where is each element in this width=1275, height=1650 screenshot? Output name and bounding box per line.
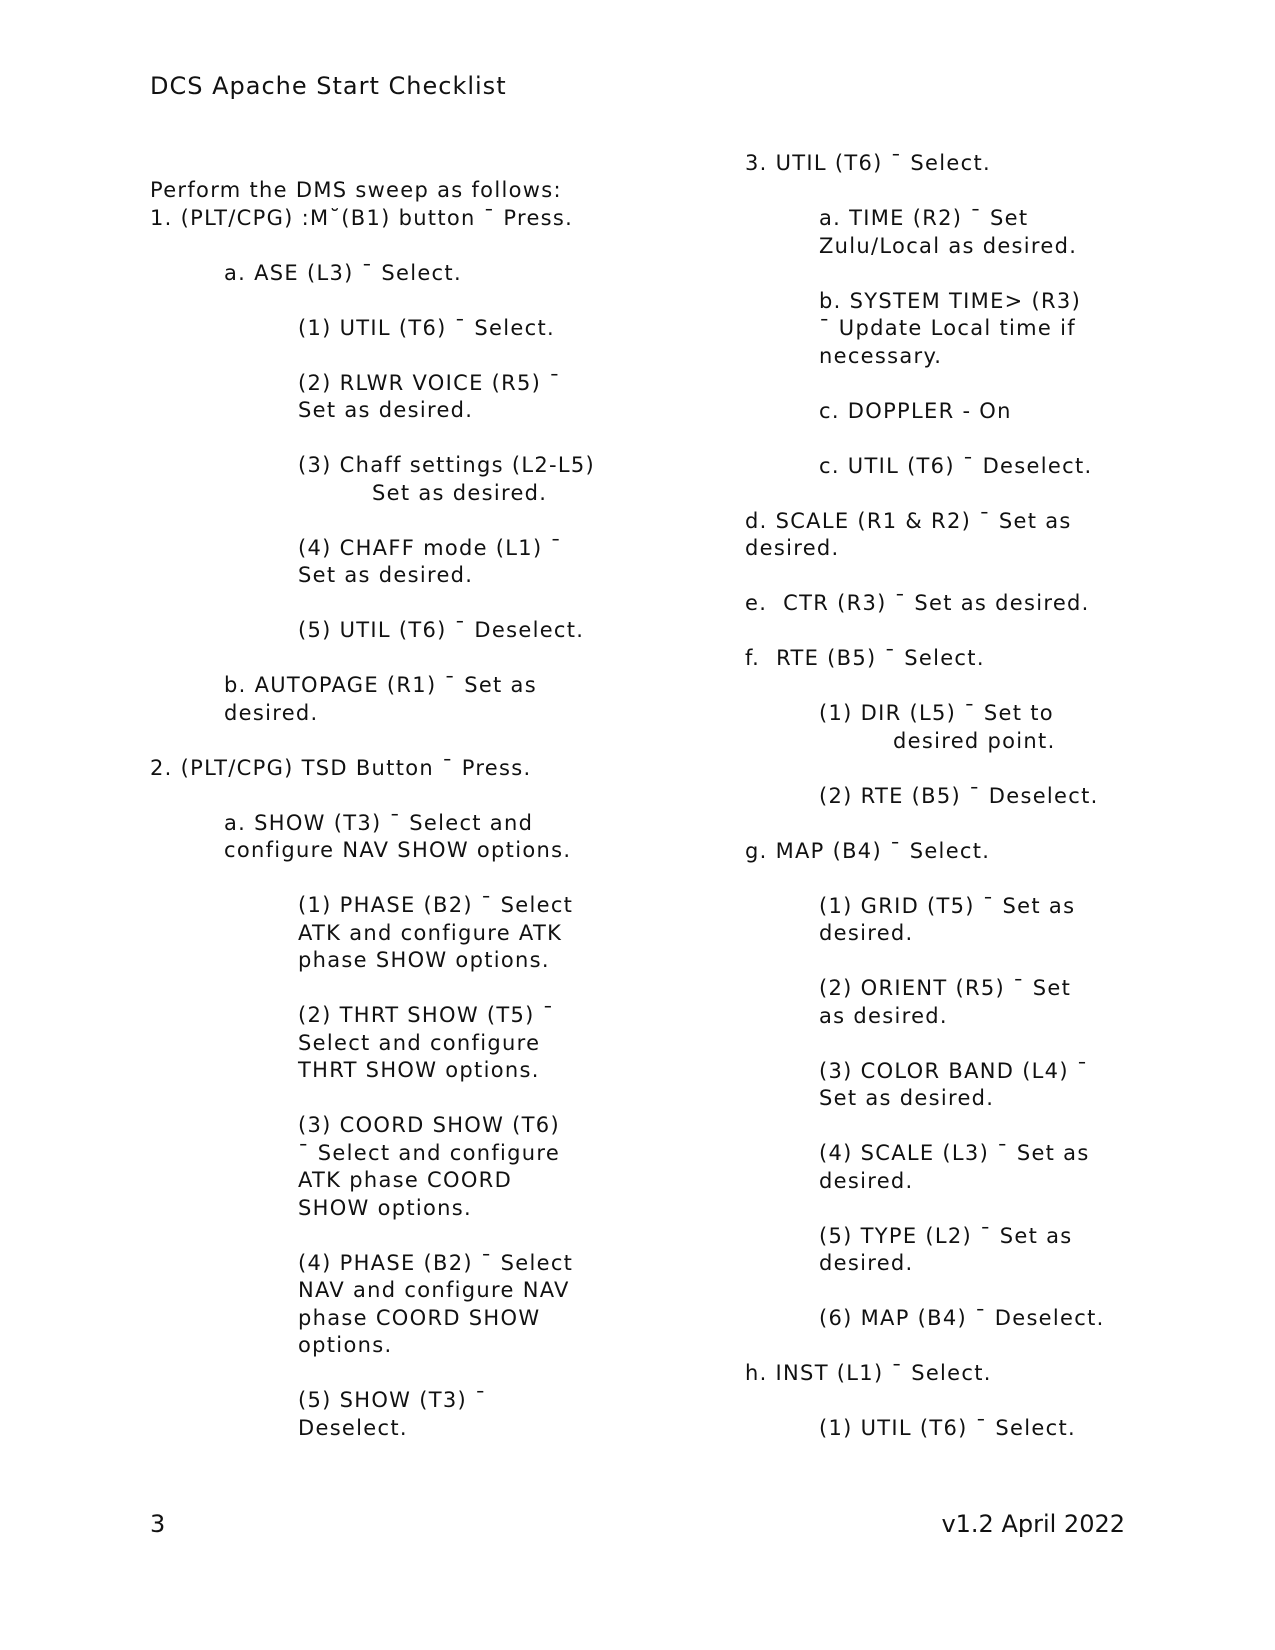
checklist-right-column (745, 150, 1175, 1443)
checklist-line: (3) COORD SHOW (T6) (298, 1113, 560, 1137)
blank-line (150, 645, 610, 673)
checklist-line: h. INST (L1) ¯ Select. (745, 1361, 992, 1385)
checklist-line: (5) TYPE (L2) ¯ Set as (819, 1223, 1073, 1248)
blank-line (150, 1222, 610, 1250)
checklist-line: SHOW options. (298, 1195, 473, 1220)
checklist-line: (5) SHOW (T3) ¯ (298, 1388, 487, 1412)
blank-line (745, 1030, 1175, 1058)
blank-line (745, 1195, 1175, 1223)
checklist-line: a. ASE (L3) ¯ Select. (224, 260, 462, 285)
checklist-line: (2) THRT SHOW (T5) ¯ (298, 1003, 555, 1027)
checklist-line: Set as desired. (298, 563, 474, 587)
blank-line (150, 342, 610, 370)
checklist-line: (4) PHASE (B2) ¯ Select (298, 1250, 574, 1275)
checklist-line: necessary. (819, 343, 943, 368)
checklist-line: Select and configure (298, 1030, 541, 1055)
checklist-line: options. (298, 1333, 393, 1357)
checklist-line: (1) GRID (T5) ¯ Set as (819, 893, 1076, 918)
blank-line (745, 480, 1175, 508)
page-title: DCS Apache Start Checklist (150, 72, 507, 100)
checklist-line: (4) CHAFF mode (L1) ¯ (298, 535, 563, 560)
checklist-line: b. AUTOPAGE (R1) ¯ Set as (224, 673, 537, 697)
checklist-line: 3. UTIL (T6) ¯ Select. (745, 151, 991, 175)
blank-line (745, 673, 1175, 701)
blank-line (745, 810, 1175, 838)
blank-line (745, 618, 1175, 646)
checklist-line: (2) RTE (B5) ¯ Deselect. (819, 783, 1099, 808)
blank-line (150, 1085, 610, 1113)
blank-line (745, 1113, 1175, 1141)
checklist-line: configure NAV SHOW options. (224, 838, 572, 862)
checklist-line: (3) COLOR BAND (L4) ¯ (819, 1058, 1089, 1083)
checklist-line: desired. (224, 700, 319, 725)
blank-line (150, 975, 610, 1003)
checklist-line: 1. (PLT/CPG) :M˘(B1) button ¯ Press. (150, 205, 574, 230)
checklist-line: phase COORD SHOW (298, 1305, 541, 1330)
blank-line (745, 563, 1175, 591)
checklist-line: c. UTIL (T6) ¯ Deselect. (819, 453, 1093, 478)
page-number: 3 (150, 1510, 166, 1538)
blank-line (745, 755, 1175, 783)
blank-line (745, 865, 1175, 893)
blank-line (150, 287, 610, 315)
checklist-line: (4) SCALE (L3) ¯ Set as (819, 1141, 1090, 1165)
checklist-line: (2) ORIENT (R5) ¯ Set (819, 976, 1072, 1000)
blank-line (745, 370, 1175, 398)
blank-line (150, 782, 610, 810)
checklist-line: ¯ Select and configure (298, 1140, 561, 1165)
checklist-line: (5) UTIL (T6) ¯ Deselect. (298, 618, 585, 642)
blank-line (150, 865, 610, 893)
checklist-line: Deselect. (298, 1415, 408, 1440)
blank-line (745, 260, 1175, 288)
checklist-line: (1) UTIL (T6) ¯ Select. (819, 1416, 1076, 1440)
blank-line (745, 178, 1175, 206)
checklist-line: ATK and configure ATK (298, 920, 563, 945)
version-label: v1.2 April 2022 (941, 1510, 1125, 1538)
blank-line (150, 507, 610, 535)
checklist-line: ATK phase COORD (298, 1168, 513, 1192)
checklist-line: phase SHOW options. (298, 948, 550, 972)
checklist-line: 2. (PLT/CPG) TSD Button ¯ Press. (150, 755, 532, 780)
checklist-line: d. SCALE (R1 & R2) ¯ Set as (745, 508, 1072, 533)
checklist-line: desired point. (893, 728, 1056, 753)
checklist-line: as desired. (819, 1003, 948, 1028)
blank-line (150, 425, 610, 453)
checklist-line: Perform the DMS sweep as follows: (150, 178, 562, 202)
checklist-line: desired. (819, 1251, 914, 1275)
checklist-line: Set as desired. (372, 480, 548, 505)
checklist-line: (3) Chaff settings (L2-L5) (298, 453, 596, 477)
checklist-line: (1) DIR (L5) ¯ Set to (819, 701, 1054, 725)
checklist-line: a. TIME (R2) ¯ Set (819, 206, 1029, 230)
checklist-line: NAV and configure NAV (298, 1278, 570, 1302)
checklist-line: desired. (819, 921, 914, 945)
blank-line (150, 1360, 610, 1388)
checklist-line: (1) UTIL (T6) ¯ Select. (298, 315, 555, 340)
checklist-line: f. RTE (B5) ¯ Select. (745, 646, 985, 670)
blank-line (745, 948, 1175, 976)
checklist-left-column (150, 177, 610, 1442)
checklist-line: a. SHOW (T3) ¯ Select and (224, 810, 534, 835)
checklist-line: b. SYSTEM TIME> (R3) (819, 288, 1082, 313)
checklist-line: desired. (745, 536, 840, 560)
checklist-line: Set as desired. (298, 398, 474, 422)
checklist-line: c. DOPPLER - On (819, 398, 1012, 423)
blank-line (150, 727, 610, 755)
blank-line (150, 232, 610, 260)
checklist-line: Zulu/Local as desired. (819, 233, 1078, 258)
checklist-line: desired. (819, 1168, 914, 1193)
blank-line (745, 1278, 1175, 1306)
checklist-line: (2) RLWR VOICE (R5) ¯ (298, 370, 561, 395)
blank-line (745, 1333, 1175, 1361)
checklist-line: (6) MAP (B4) ¯ Deselect. (819, 1306, 1105, 1330)
checklist-line: (1) PHASE (B2) ¯ Select (298, 893, 574, 917)
checklist-line: ¯ Update Local time if (819, 316, 1076, 340)
checklist-line: THRT SHOW options. (298, 1058, 540, 1082)
checklist-line: Set as desired. (819, 1086, 995, 1110)
blank-line (745, 425, 1175, 453)
blank-line (150, 590, 610, 618)
checklist-line: g. MAP (B4) ¯ Select. (745, 838, 991, 863)
blank-line (745, 1388, 1175, 1416)
checklist-line: e. CTR (R3) ¯ Set as desired. (745, 591, 1090, 615)
